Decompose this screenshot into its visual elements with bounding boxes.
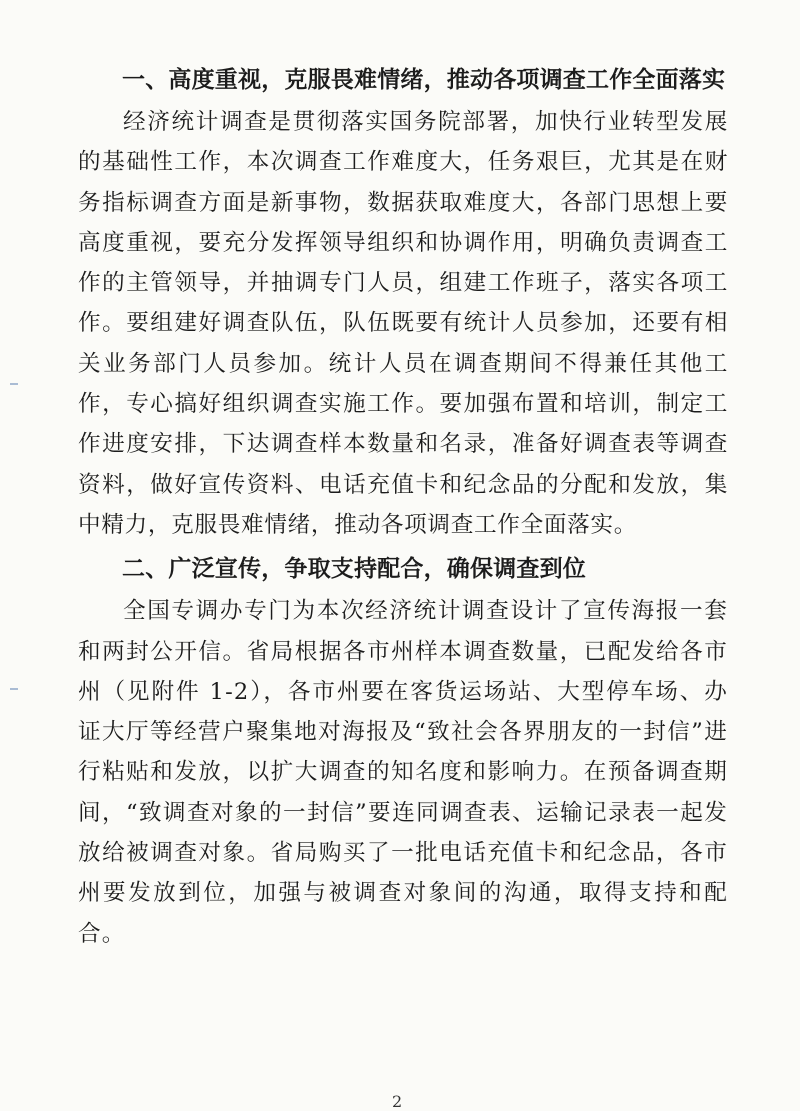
section-paragraph-2: 全国专调办专门为本次经济统计调查设计了宣传海报一套和两封公开信。省局根据各市州样本调查数量，已配发给各市州（见附件 1-2），各市州要在客货运场站、大型停车场、办证大厅等经营户聚集地对海报及“致社会各界朋友的一封信”进行粘贴和发放，以扩大调查的知名度和影响力。在预备调查期间，“致调查对象的一封信”要连同调查表、运输记录表一起发放给被调查对象。省局购买了一批电话充值卡和纪念品，各市州要发放到位，加强与被调查对象间的沟通，取得支持和配合。 [78,598,728,947]
scan-mark [10,688,18,690]
section-paragraph-1: 经济统计调查是贯彻落实国务院部署，加快行业转型发展的基础性工作，本次调查工作难度大，任务艰巨，尤其是在财务指标调查方面是新事物，数据获取难度大，各部门思想上要高度重视，要充分发挥领导组织和协调作用，明确负责调查工作的主管领导，并抽调专门人员，组建工作班子，落实各项工作。要组建好调查队伍，队伍既要有统计人员参加，还要有相关业务部门人员参加。统计人员在调查期间不得兼任其他工作，专心搞好组织调查实施工作。要加强布置和培训，制定工作进度安排，下达调查样本数量和名录，准备好调查表等调查资料，做好宣传资料、电话充值卡和纪念品的分配和发放，集中精力，克服畏难情绪，推动各项调查工作全面落实。 [78,109,728,538]
page-number: 2 [392,1092,403,1111]
document-body [78,60,728,954]
scan-mark [10,383,18,385]
section-heading-1: 一、高度重视，克服畏难情绪，推动各项调查工作全面落实 [122,67,726,93]
section-heading-2: 二、广泛宣传，争取支持配合，确保调查到位 [122,556,586,583]
